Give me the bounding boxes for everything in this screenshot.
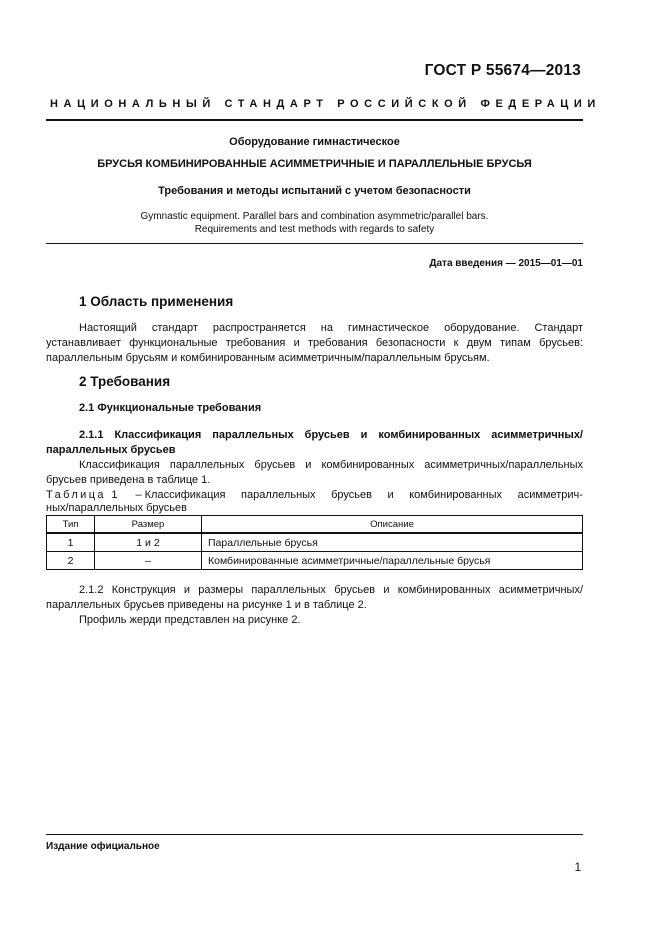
table-caption-word: асимметрич- [517,489,583,501]
classification-table [46,515,583,570]
page-number: 1 [574,862,581,874]
english-title-line2: Requirements and test methods with regards to safety [194,224,435,235]
english-title [46,210,583,236]
clause-211 [46,428,583,488]
table-cell: – [95,552,202,570]
edition-label: Издание официальное [46,841,160,852]
intro-date: Дата введения — 2015—01—01 [429,258,583,269]
table-caption [46,489,583,515]
clause-212 [46,583,583,628]
table-cell: 1 и 2 [95,533,202,552]
clause-212-text: 2.1.2 Конструкция и размеры параллельных брусьев и комбинированных асимметричных/параллельных брусьев приведены на рисунке 1 и в таблице 2. [46,584,583,611]
table-cell: 2 [47,552,95,570]
table-header-cell: Размер [95,516,202,534]
footer-divider [46,834,583,835]
table-header-cell: Описание [202,516,583,534]
subtitle: Требования и методы испытаний с учетом безопасности [158,185,471,197]
table-cell: Параллельные брусья [202,533,583,552]
header-divider [46,119,583,121]
section1-heading: 1 Область применения [79,294,234,309]
clause-211-title: 2.1.1 Классификация параллельных брусьев и комбинированных асимметричных/параллельных брусьев [46,429,583,456]
table-header-row [47,516,583,534]
section1-paragraph [46,321,583,366]
standard-number: ГОСТ Р 55674—2013 [424,62,581,79]
national-standard-banner: НАЦИОНАЛЬНЫЙ СТАНДАРТ РОССИЙСКОЙ ФЕДЕРАЦИИ [50,98,601,110]
table-caption-word: комбинированных [409,489,503,501]
section21-heading: 2.1 Функциональные требования [79,402,262,414]
table-row [47,533,583,552]
table-header-cell: Тип [47,516,95,534]
table-caption-label: Таблица 1 [46,489,120,501]
section2-heading: 2 Требования [79,374,171,389]
general-title: Оборудование гимнастическое [229,136,400,148]
clause-211-text: Классификация параллельных брусьев и комбинированных асимметричных/параллельных брусьев приведена в таблице 1. [46,459,583,486]
table-row [47,552,583,570]
title-divider [46,243,583,244]
table-caption-line2: ных/параллельных брусьев [46,502,187,514]
table-caption-word: и [387,489,394,501]
table-caption-word: брусьев [331,489,372,501]
english-title-line1: Gymnastic equipment. Parallel bars and combination asymmetric/parallel bars. [140,211,489,222]
table-cell: Комбинированные асимметричные/параллельные брусья [202,552,583,570]
section1-text: Настоящий стандарт распространяется на гимнастическое оборудование. Стандарт устанавливает функциональные требования и требования безопасности к двум типам брусьев: параллельным брусьям и комбинированным асимметричным/параллельным брусьям. [46,322,583,364]
table-caption-word: – Классификация [135,489,226,501]
main-title: БРУСЬЯ КОМБИНИРОВАННЫЕ АСИММЕТРИЧНЫЕ И ПАРАЛЛЕЛЬНЫЕ БРУСЬЯ [97,158,532,170]
profile-text: Профиль жерди представлен на рисунке 2. [79,614,301,626]
table-cell: 1 [47,533,95,552]
table-caption-word: параллельных [241,489,316,501]
